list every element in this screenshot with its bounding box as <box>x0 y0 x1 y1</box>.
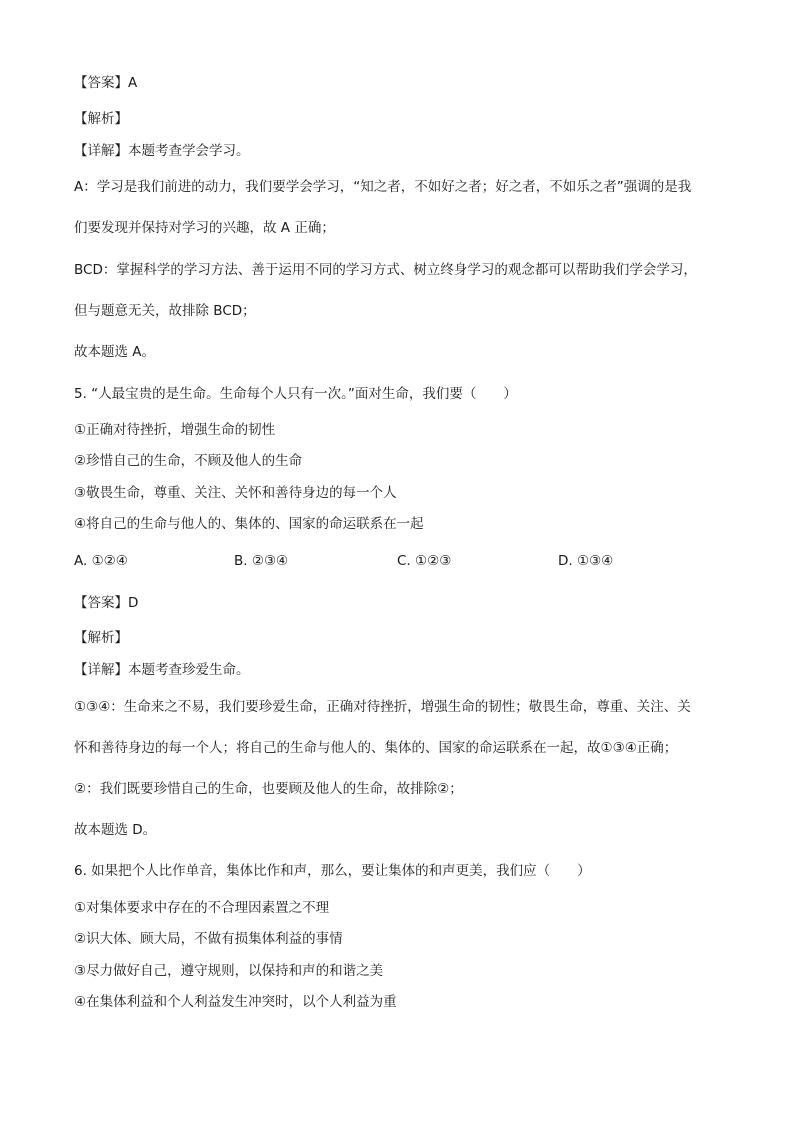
q6-statement: ②识大体、顾大局，不做有损集体利益的事情 <box>74 931 343 947</box>
q5-analysis-heading: 【解析】 <box>74 630 128 646</box>
q4-analysis-heading: 【解析】 <box>74 111 128 127</box>
q4-explanation-line: 们要发现并保持对学习的兴趣，故 A 正确； <box>74 220 335 236</box>
q5-detail: 【详解】本题考查珍爱生命。 <box>74 662 250 678</box>
q4-explanation-line: BCD：掌握科学的学习方法、善于运用不同的学习方式、树立终身学习的观念都可以帮助我们学会学习， <box>74 262 697 278</box>
q5-statement: ④将自己的生命与他人的、集体的、国家的命运联系在一起 <box>74 516 424 532</box>
q6-question: 6. 如果把个人比作单音，集体比作和声，那么，要让集体的和声更美，我们应（ ） <box>74 863 591 879</box>
q6-statement: ①对集体要求中存在的不合理因素置之不理 <box>74 900 330 916</box>
q5-explanation-line: 故本题选 D。 <box>74 822 157 838</box>
q5-option-a: A. ①②④ <box>74 553 128 569</box>
q4-detail: 【详解】本题考查学会学习。 <box>74 143 250 159</box>
q5-question: 5. “人最宝贵的是生命。生命每个人只有一次。”面对生命，我们要（ ） <box>74 386 517 402</box>
q5-answer: 【答案】D <box>74 595 139 611</box>
q5-explanation-line: ②：我们既要珍惜自己的生命，也要顾及他人的生命，故排除②； <box>74 781 463 797</box>
q5-statement: ③敬畏生命，尊重、关注、关怀和善待身边的每一个人 <box>74 485 397 501</box>
q6-statement: ③尽力做好自己，遵守规则，以保持和声的和谐之美 <box>74 963 384 979</box>
q4-explanation-line: 故本题选 A。 <box>74 344 156 360</box>
q5-explanation-line: ①③④：生命来之不易，我们要珍爱生命，正确对待挫折，增强生命的韧性；敬畏生命，尊重、关注、关 <box>74 699 691 715</box>
q5-option-b: B. ②③④ <box>234 553 289 569</box>
q4-explanation-line: 但与题意无关，故排除 BCD； <box>74 303 256 319</box>
q4-explanation-line: A：学习是我们前进的动力，我们要学会学习，“知之者，不如好之者；好之者，不如乐之者”强调的是我 <box>74 179 692 195</box>
q5-option-c: C. ①②③ <box>397 553 452 569</box>
q5-statement: ①正确对待挫折，增强生命的韧性 <box>74 422 276 438</box>
q5-statement: ②珍惜自己的生命，不顾及他人的生命 <box>74 453 303 469</box>
q5-option-d: D. ①③④ <box>558 553 614 569</box>
q5-explanation-line: 怀和善待身边的每一个人；将自己的生命与他人的、集体的、国家的命运联系在一起，故①③④正确； <box>74 740 678 756</box>
q4-answer: 【答案】A <box>74 75 138 91</box>
q6-statement: ④在集体利益和个人利益发生冲突时，以个人利益为重 <box>74 994 397 1010</box>
